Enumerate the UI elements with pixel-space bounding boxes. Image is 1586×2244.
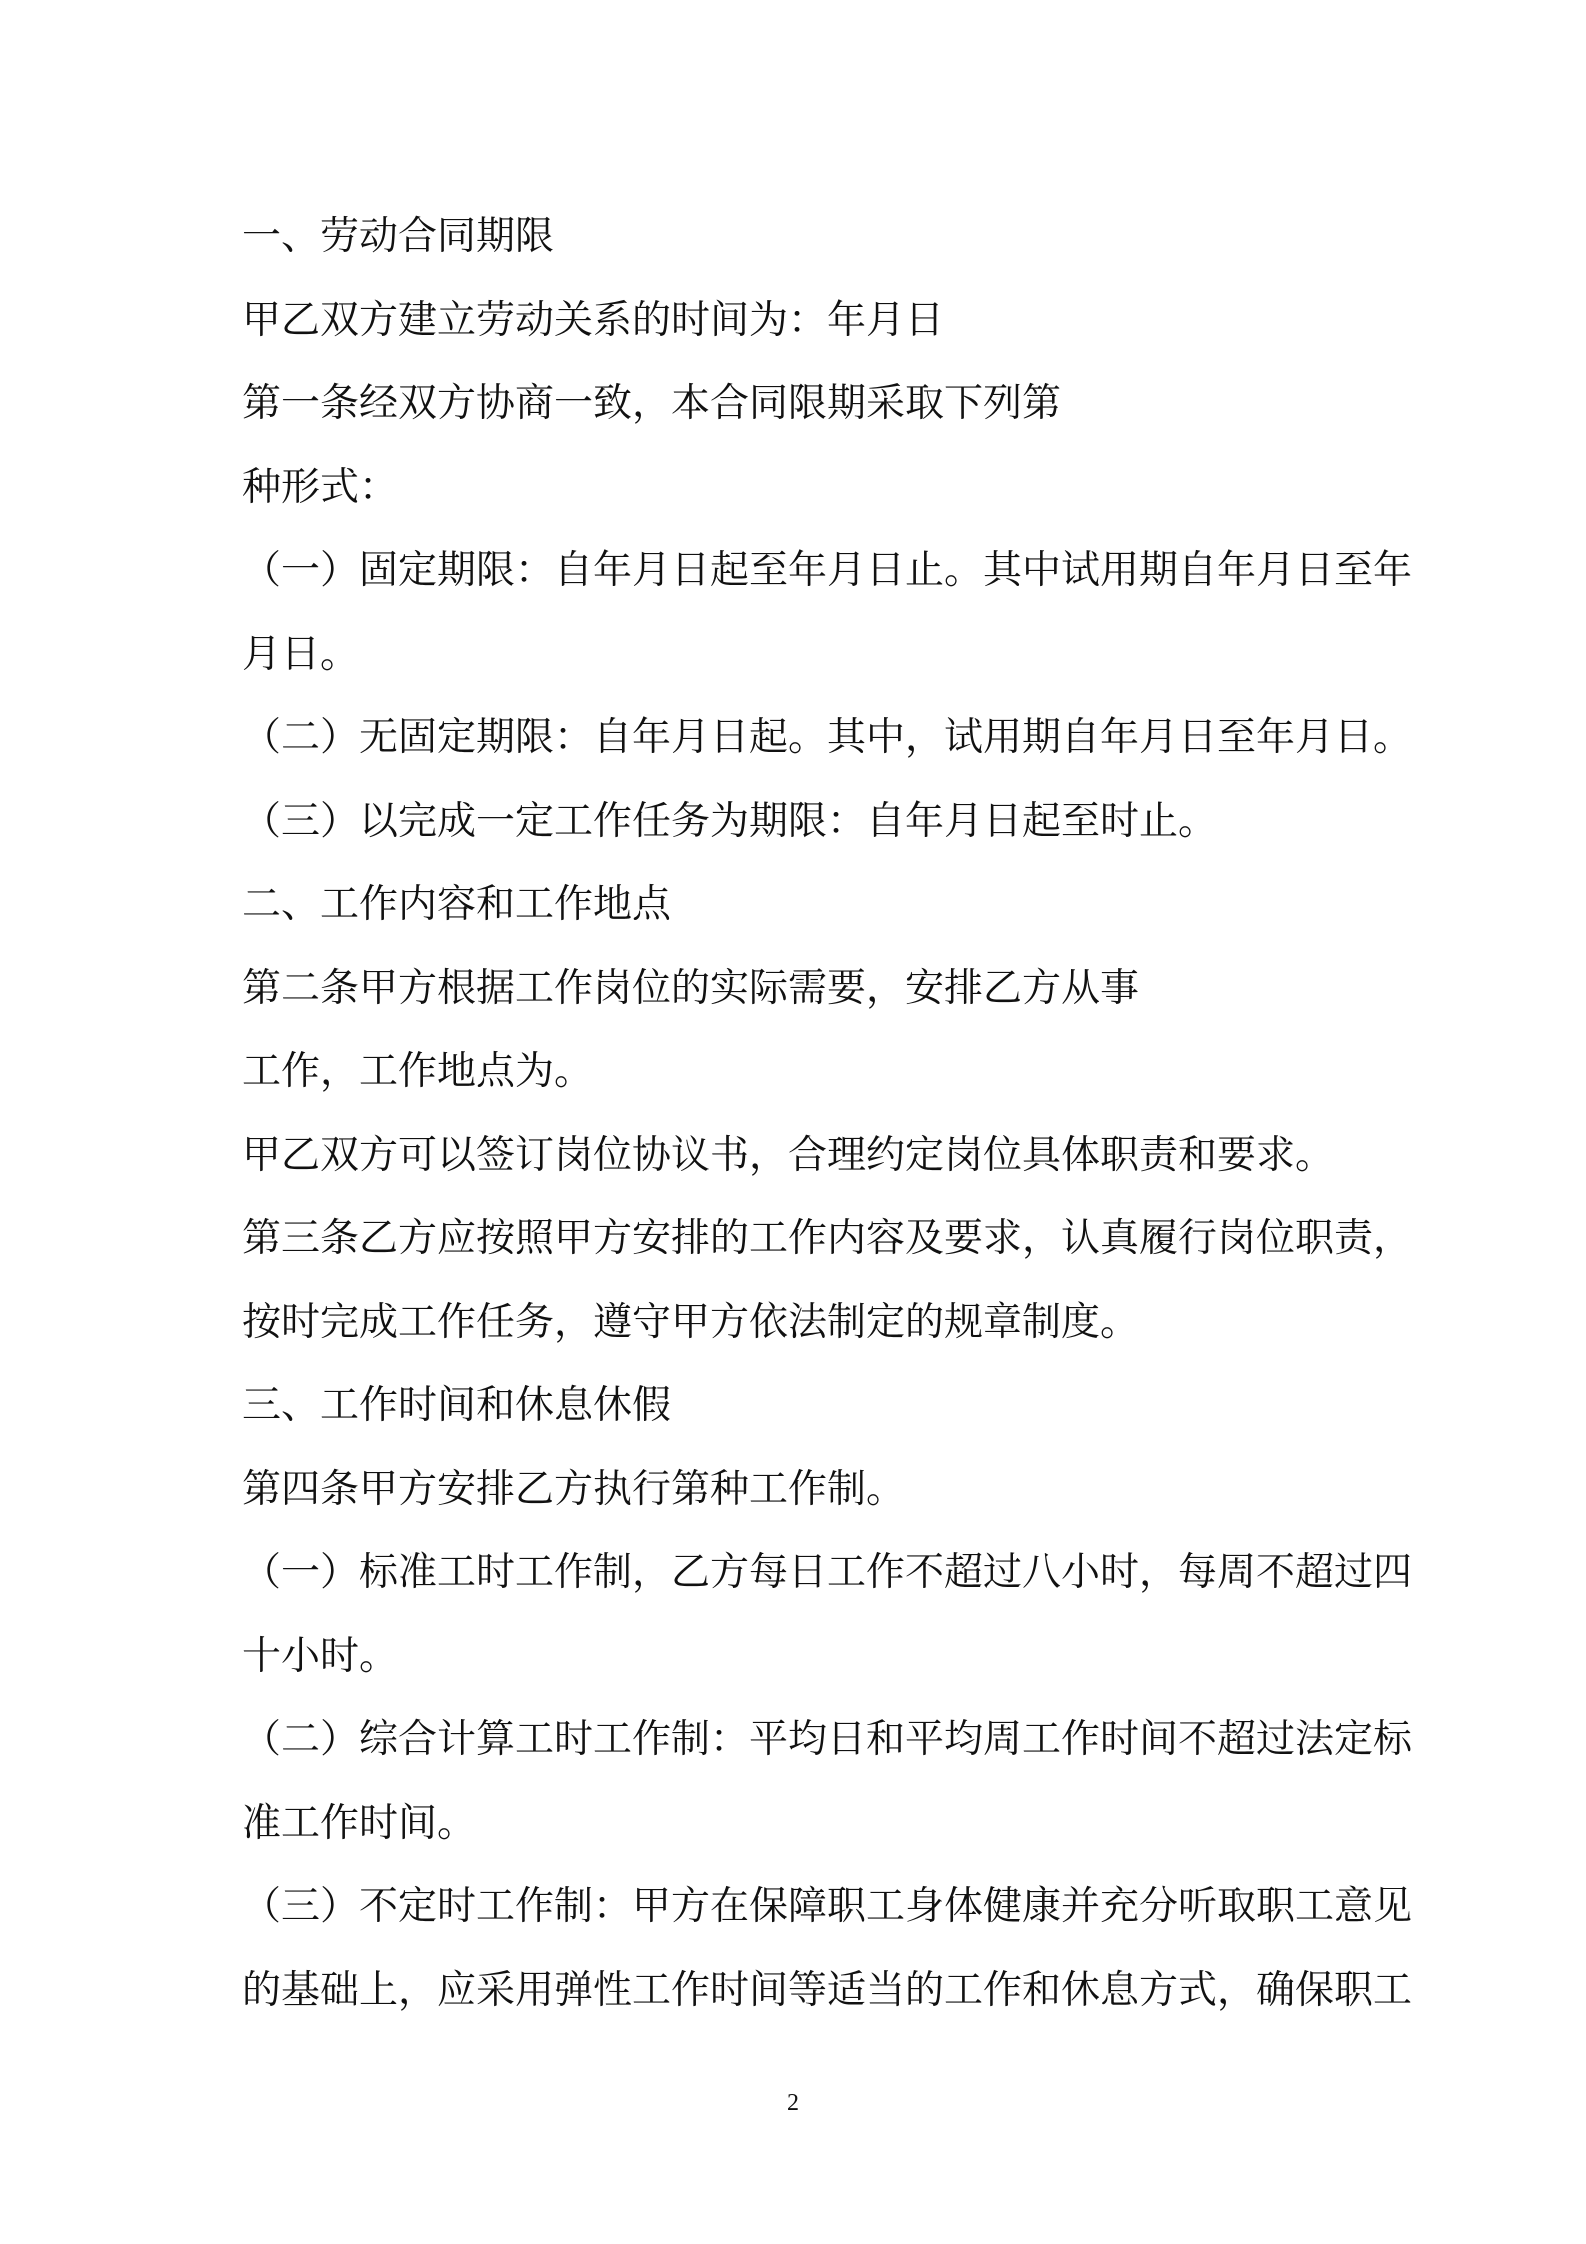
document-body xyxy=(242,195,1413,2032)
paragraph-line: 第二条甲方根据工作岗位的实际需要，安排乙方从事 xyxy=(242,965,1140,1011)
paragraph-line: 准工作时间。 xyxy=(242,1800,477,1846)
paragraph-line: （三）以完成一定工作任务为期限：自年月日起至时止。 xyxy=(242,798,1218,844)
paragraph-line: （一）固定期限：自年月日起至年月日止。其中试用期自年月日至年 xyxy=(242,548,1413,593)
paragraph-line: 第一条经双方协商一致，本合同限期采取下列第 xyxy=(242,381,1062,426)
paragraph-line: 第三条乙方应按照甲方安排的工作内容及要求，认真履行岗位职责， xyxy=(242,1216,1413,1261)
section-heading: 一、劳动合同期限 xyxy=(242,214,555,259)
paragraph-line: 甲乙双方可以签订岗位协议书，合理约定岗位具体职责和要求。 xyxy=(242,1132,1335,1178)
section-heading: 二、工作内容和工作地点 xyxy=(242,882,672,927)
paragraph-line: （二）无固定期限：自年月日起。其中，试用期自年月日至年月日。 xyxy=(242,715,1413,760)
paragraph-line: 月日。 xyxy=(242,631,360,677)
paragraph-line: 种形式： xyxy=(242,464,399,510)
section-heading: 三、工作时间和休息休假 xyxy=(242,1383,672,1428)
paragraph-line: 工作，工作地点为。 xyxy=(242,1049,594,1094)
paragraph-line: 按时完成工作任务，遵守甲方依法制定的规章制度。 xyxy=(242,1299,1140,1345)
paragraph-line: （二）综合计算工时工作制：平均日和平均周工作时间不超过法定标 xyxy=(242,1717,1413,1762)
paragraph-line: 十小时。 xyxy=(242,1633,399,1679)
paragraph-line: （一）标准工时工作制，乙方每日工作不超过八小时，每周不超过四 xyxy=(242,1550,1413,1595)
page-number: 2 xyxy=(787,2090,799,2116)
paragraph-line: 的基础上，应采用弹性工作时间等适当的工作和休息方式，确保职工 xyxy=(242,1967,1413,2013)
paragraph-line: 甲乙双方建立劳动关系的时间为：年月日 xyxy=(242,297,945,343)
paragraph-line: 第四条甲方安排乙方执行第种工作制。 xyxy=(242,1466,906,1512)
paragraph-line: （三）不定时工作制：甲方在保障职工身体健康并充分听取职工意见 xyxy=(242,1884,1413,1929)
